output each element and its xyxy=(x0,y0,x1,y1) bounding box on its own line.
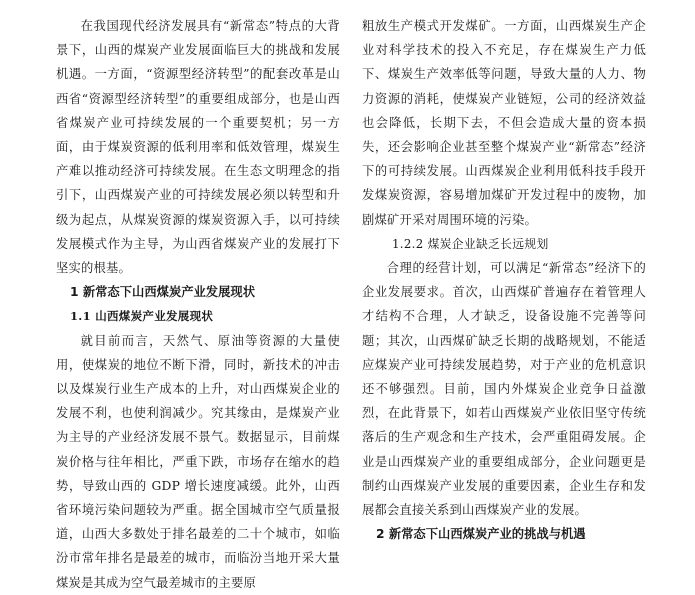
intro-paragraph: 在我国现代经济发展具有“新常态”特点的大背景下，山西的煤炭产业发展面临巨大的挑战和发展机遇。一方面，“资源型经济转型”的配套改革是山西省“资源型经济转型”的重要组成部分，也是山西省煤炭产业可持续发展的一个重要契机；另一方面，由于煤炭资源的低利用率和低效管理，煤炭生产难以推动经济可持续发展。在生态文明理念的指引下，山西煤炭产业的可持续发展必须以转型和升级为起点，从煤炭资源的煤炭资源入手，以可持续发展模式作为主导，为山西省煤炭产业的发展打下坚实的根基。 xyxy=(56,19,340,276)
subsection-heading-1-1: 1.1 山西煤炭产业发展现状 xyxy=(70,309,214,324)
right-column xyxy=(362,14,646,546)
continued-paragraph: 粗放生产模式开发煤矿。一方面，山西煤炭生产企业对科学技术的投入不充足，存在煤炭生产力低下、煤炭生产效率低等问题，导致大量的人力、物力资源的消耗，使煤炭产业链短，公司的经济效益也会降低，长期下去，不但会造成大量的资本损失，还会影响企业甚至整个煤炭产业“新常态”经济下的可持续发展。山西煤炭企业利用低科技手段开发煤炭资源，容易增加煤矿开发过程中的废物，加剧煤矿开采对周围环境的污染。 xyxy=(362,19,646,227)
section-heading-1: 1 新常态下山西煤炭产业发展现状 xyxy=(70,285,255,300)
planning-paragraph: 合理的经营计划，可以满足“新常态”经济下的企业发展要求。首次，山西煤矿普遍存在着管理人才结构不合理，人才缺乏，设备设施不完善等问题；其次，山西煤矿缺乏长期的战略规划，不能适应煤炭产业可持续发展趋势，对于产业的危机意识还不够强烈。目前，国内外煤炭企业竞争日益激烈，在此背景下，如若山西煤炭产业依旧坚守传统落后的生产观念和生产技术，会严重阻碍发展。企业是山西煤炭产业的重要组成部分，企业问题更是制约山西煤炭产业发展的重要因素，企业生存和发展都会直接关系到山西煤炭产业的发展。 xyxy=(362,261,646,518)
left-column xyxy=(56,14,340,595)
status-paragraph: 就目前而言，天然气、原油等资源的大量使用，使煤炭的地位不断下滑，同时，新技术的冲击以及煤炭行业生产成本的上升，对山西煤炭企业的发展不利，也使利润减少。究其缘由，是煤炭产业为主导的产业经济发展不景气。数据显示，目前煤炭价格与往年相比，严重下跌，市场存在缩水的趋势，导致山西的 GDP 增长速度减缓。此外，山西省环境污染问题较为严重。据全国城市空气质量报道，山西大多数处于排名最差的二十个城市，如临汾市常年排名是最差的城市，而临汾当地开采大量煤炭是其成为空气最差城市的主要原 xyxy=(56,333,340,590)
subsection-heading-1-2-2: 1.2.2 煤炭企业缺乏长远规划 xyxy=(392,236,549,251)
section-heading-2: 2 新常态下山西煤炭产业的挑战与机遇 xyxy=(376,527,586,542)
